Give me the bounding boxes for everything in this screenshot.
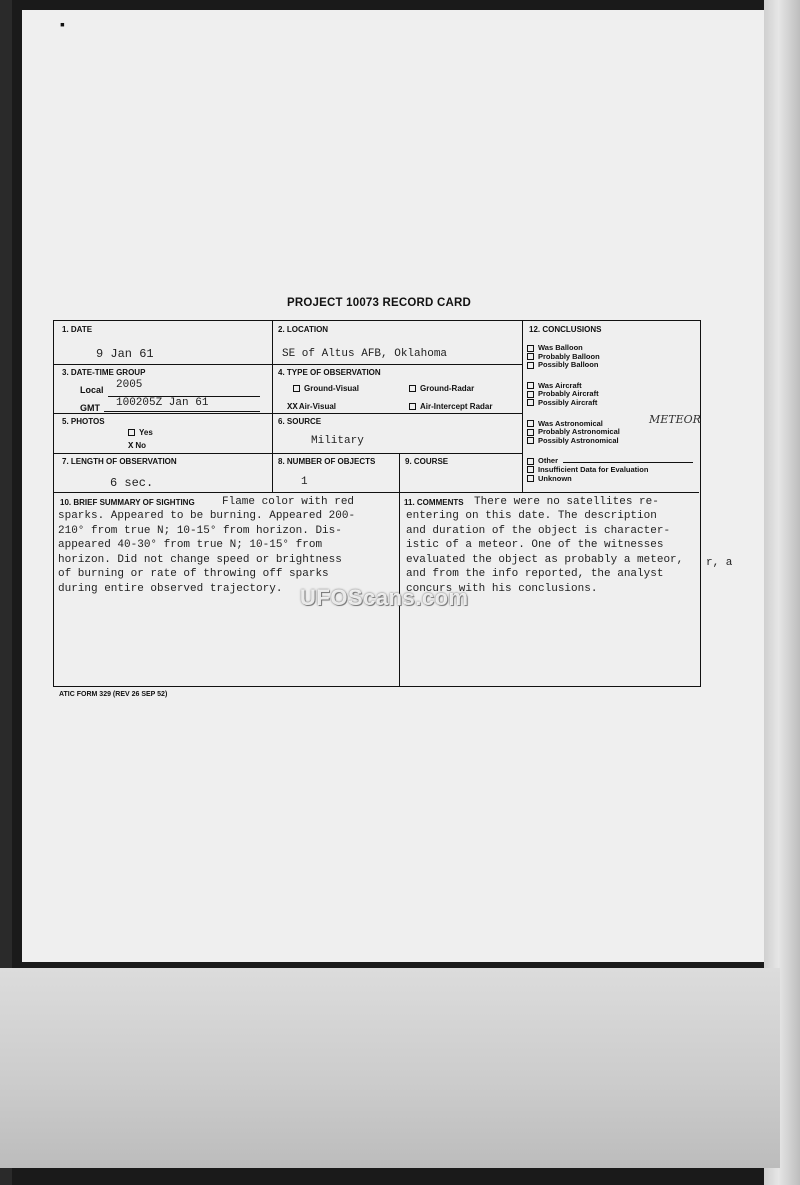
conclusion-item: Insufficient Data for Evaluation [527, 466, 648, 475]
conclusion-item: Probably Aircraft [527, 390, 648, 399]
checkbox-icon [128, 429, 135, 436]
checkbox-icon [527, 475, 534, 482]
overflow-text: r, a [706, 557, 733, 569]
gmt-underline [104, 411, 260, 412]
checkbox-icon [527, 429, 534, 436]
type-of-observation-label: 4. TYPE OF OBSERVATION [278, 368, 381, 377]
location-value: SE of Altus AFB, Oklahoma [282, 348, 448, 360]
local-value: 2005 [116, 379, 143, 391]
date-time-group-cell [54, 365, 273, 414]
number-of-objects-value: 1 [301, 476, 308, 488]
card-title: PROJECT 10073 RECORD CARD [287, 297, 471, 309]
typed-x-mark: XX [287, 402, 298, 412]
photos-cell [54, 414, 273, 454]
typed-x-mark: X [128, 441, 134, 451]
comments-first-line: There were no satellites re- [474, 496, 659, 508]
gmt-label: GMT [80, 403, 100, 413]
location-cell [273, 321, 523, 365]
checkbox-icon [527, 437, 534, 444]
conclusion-item: Possibly Balloon [527, 361, 648, 370]
air-visual-option: XXAir-Visual [287, 402, 337, 412]
checkbox-icon [409, 403, 416, 410]
length-value: 6 sec. [110, 476, 154, 490]
conclusion-item: Possibly Aircraft [527, 399, 648, 408]
checkbox-icon [527, 420, 534, 427]
checkbox-icon [527, 362, 534, 369]
source-label: 6. SOURCE [278, 417, 322, 426]
photos-yes-option: Yes [128, 428, 153, 437]
summary-first-line: Flame color with red [222, 496, 355, 508]
scan-mark: ▪ [60, 16, 65, 32]
conclusion-item: Unknown [527, 475, 648, 484]
date-time-group-label: 3. DATE-TIME GROUP [62, 368, 146, 377]
number-of-objects-cell [273, 454, 400, 493]
source-cell [273, 414, 523, 454]
conclusion-item: Probably Astronomical [527, 428, 648, 437]
course-label: 9. COURSE [405, 457, 449, 466]
conclusion-item: Possibly Astronomical [527, 437, 648, 446]
gmt-value: 100205Z Jan 61 [116, 397, 209, 409]
date-label: 1. DATE [62, 325, 93, 334]
watermark: UFOScans.com [300, 585, 469, 610]
summary-label: 10. BRIEF SUMMARY OF SIGHTING [60, 498, 195, 507]
lower-paper-sheet [0, 968, 780, 1168]
checkbox-icon [527, 391, 534, 398]
date-value: 9 Jan 61 [96, 347, 154, 361]
local-label: Local [80, 385, 104, 395]
checkbox-icon [527, 399, 534, 406]
air-intercept-radar-option: Air-Intercept Radar [409, 402, 492, 411]
location-label: 2. LOCATION [278, 325, 329, 334]
conclusion-item: Was Balloon [527, 344, 648, 353]
course-cell [400, 454, 523, 493]
checkbox-icon [527, 466, 534, 473]
conclusions-label: 12. CONCLUSIONS [529, 325, 602, 334]
ground-visual-option: Ground-Visual [293, 384, 359, 393]
checkbox-icon [527, 345, 534, 352]
checkbox-icon [527, 353, 534, 360]
conclusion-item: Was Aircraft [527, 382, 648, 391]
conclusion-item: Was Astronomical [527, 420, 648, 429]
handwritten-note: METEOR [649, 413, 701, 426]
conclusions-cell [523, 321, 699, 493]
date-cell [54, 321, 273, 365]
number-of-objects-label: 8. NUMBER OF OBJECTS [278, 457, 376, 466]
checkbox-icon [527, 458, 534, 465]
conclusion-item: Probably Balloon [527, 353, 648, 362]
comments-label: 11. COMMENTS [404, 498, 464, 507]
record-card [53, 320, 701, 687]
conclusion-item: Other [527, 457, 648, 466]
photos-no-option: X No [128, 441, 147, 451]
ground-radar-option: Ground-Radar [409, 384, 474, 393]
summary-text: sparks. Appeared to be burning. Appeared 200- 210° from true N; 10-15° from horizon. Dis- appeared 40-30° from true N; 10-15° from horizon. Did not change speed or brightness of burning or rate of throwing off sparks during entire observed trajectory. [58, 510, 356, 595]
length-cell [54, 454, 273, 493]
checkbox-icon [409, 385, 416, 392]
checkbox-icon [527, 382, 534, 389]
form-footer: ATIC FORM 329 (REV 26 SEP 52) [59, 691, 168, 698]
source-value: Military [311, 435, 364, 447]
checkbox-icon [293, 385, 300, 392]
type-of-observation-cell [273, 365, 523, 414]
photos-label: 5. PHOTOS [62, 417, 105, 426]
length-label: 7. LENGTH OF OBSERVATION [62, 457, 177, 466]
other-underline [563, 462, 693, 463]
comments-text: entering on this date. The description and duration of the object is character- istic of a meteor. One of the witnesses evaluated the object as probably a meteor, and from the info reported, the analyst concurs with his conclusions. [406, 510, 684, 595]
